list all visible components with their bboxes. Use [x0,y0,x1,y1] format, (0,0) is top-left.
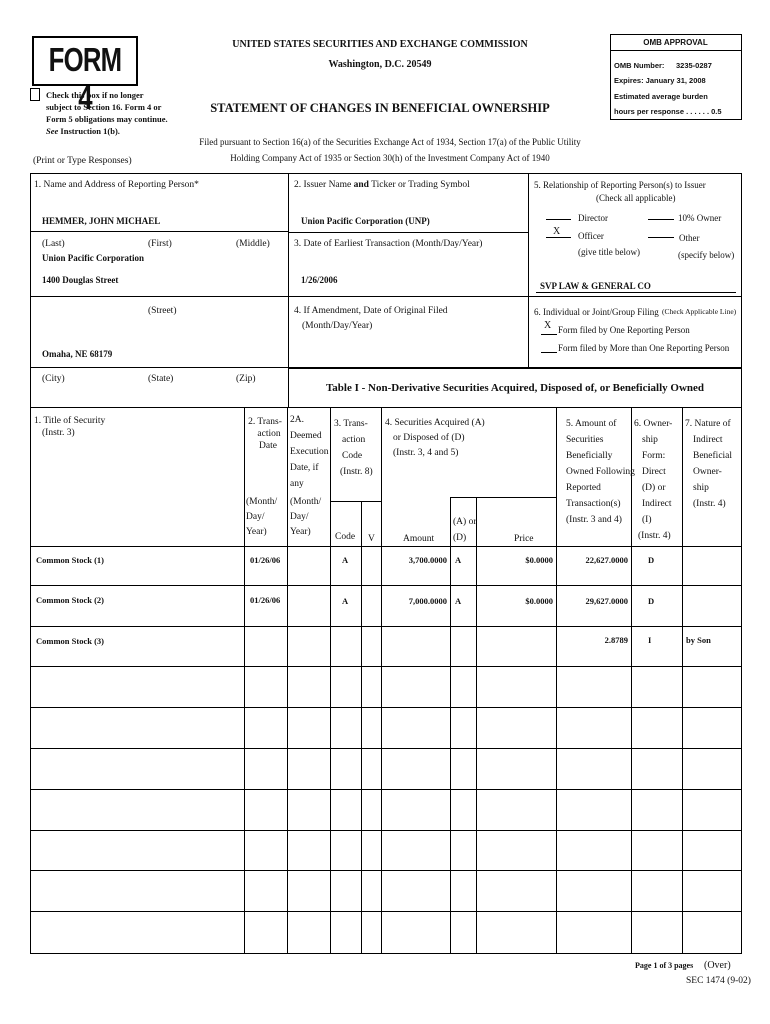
omb-burden-2: hours per response . . . . . . 0.5 [614,107,722,116]
col2a-format-line3: Year) [290,527,311,537]
officer-label: Officer [578,231,604,241]
col2a-format-line1: (Month/ [290,497,322,507]
omb-number-value: 3235-0287 [676,61,712,70]
more-person-label: Form filed by More than One Reporting Person [558,343,730,353]
omb-burden-1: Estimated average burden [614,92,708,101]
col7-line4: Owner- [693,467,722,477]
first-label: (First) [148,239,172,249]
reporting-person-name[interactable]: HEMMER, JOHN MICHAEL [42,216,161,226]
col6-line2: ship [642,435,658,445]
middle-label: (Middle) [236,239,270,249]
row1-date: 01/26/06 [250,555,281,565]
sec-form-number: SEC 1474 (9-02) [686,976,751,986]
col5-line2: Securities [566,435,604,445]
col5-line5: Reported [566,483,601,493]
no-longer-subject-checkbox[interactable] [30,88,40,101]
box2-label-post: Ticker or Trading Symbol [368,180,470,190]
row1-code: A [342,555,349,565]
box6-check-line: (Check Applicable Line) [662,307,737,316]
box2-label-pre: 2. Issuer Name [294,180,354,190]
col2a-line3: Execution [290,447,329,457]
col2a-line4: Date, if [290,463,319,473]
col2a-header [290,412,329,492]
earliest-transaction-date[interactable]: 1/26/2006 [301,275,338,285]
row3-title: Common Stock (3) [36,636,104,646]
see-instruction [46,125,168,137]
row1-amount: 3,700.0000 [408,555,447,565]
col1-header [34,415,105,439]
agency-location: Washington, D.C. 20549 [328,59,432,70]
col6-line5: (D) or [642,483,666,493]
row2-form: D [648,596,655,606]
col6-line4: Direct [642,467,666,477]
omb-title: OMB APPROVAL [643,38,708,47]
col3-line2: action [342,435,366,445]
col4-amount-label: Amount [403,534,435,544]
page-count: Page 1 of 3 pages [635,961,694,970]
col5-line7: (Instr. 3 and 4) [566,515,622,525]
col6-header [634,416,672,544]
city-state-zip[interactable]: Omaha, NE 68179 [42,349,113,359]
row2-date: 01/26/06 [250,595,281,605]
zip-label: (Zip) [236,374,256,384]
col2a-date-format [290,496,321,538]
see-word: See [46,126,59,136]
box5-label: 5. Relationship of Reporting Person(s) to Issuer [534,180,706,190]
col5-line4: Owned Following [566,467,635,477]
row1-title: Common Stock (1) [36,555,104,565]
col2-format-line1: (Month/ [246,497,278,507]
col3-v-label: V [368,534,375,544]
col6-line8: (Instr. 4) [638,531,671,541]
col2a-format-line2: Day/ [290,512,309,522]
col5-line6: Transaction(s) [566,499,621,509]
col4-aord-label [453,514,476,546]
box3-label: 3. Date of Earliest Transaction (Month/Day/Year) [294,239,483,249]
specify-label: (specify below) [678,250,735,260]
row2-aord: A [455,596,462,606]
col7-line3: Beneficial [693,451,733,461]
col5-line3: Beneficially [566,451,613,461]
form-title: FORM 4 [48,41,122,116]
col2-header-line3: Date [259,441,277,451]
col7-line1: 7. Nature of [685,419,731,429]
check-text-line1: Check this box if no longer [46,90,144,100]
see-instruction-rest: Instruction 1(b). [60,126,120,136]
street-address[interactable]: 1400 Douglas Street [42,275,119,285]
check-text-line2: subject to Section 16. Form 4 or [46,102,162,112]
col5-line1: 5. Amount of [566,419,617,429]
box5-sub: (Check all applicable) [596,193,676,203]
reporting-company[interactable]: Union Pacific Corporation [42,253,144,263]
officer-title[interactable]: SVP LAW & GENERAL CO [540,281,651,291]
row2-owned: 29,627.0000 [585,596,628,606]
col6-line3: Form: [642,451,666,461]
col2-format-line2: Day/ [246,512,265,522]
col5-header [560,416,635,528]
give-title-label: (give title below) [578,247,640,257]
omb-expires: Expires: January 31, 2008 [614,76,706,85]
filed-pursuant-line1: Filed pursuant to Section 16(a) of the Securities Exchange Act of 1934, Section 17(a) of the Public Utility [199,137,581,147]
box2-label [294,179,470,191]
statement-title: STATEMENT OF CHANGES IN BENEFICIAL OWNERSHIP [210,101,550,115]
row2-amount: 7,000.0000 [408,596,447,606]
row3-nature: by Son [686,635,711,645]
row1-form: D [648,555,655,565]
box4-label-2: (Month/Day/Year) [302,321,373,331]
col2a-line5: any [290,479,304,489]
col3-line3: Code [342,451,363,461]
street-label: (Street) [148,306,177,316]
col3-code-label: Code [335,532,356,542]
col4-line1: 4. Securities Acquired (A) [385,418,485,428]
row3-owned: 2.8789 [604,635,628,645]
col4-line2: or Disposed of (D) [393,433,465,443]
col7-header [685,416,732,512]
row2-price: $0.0000 [525,596,553,606]
col7-line8: (Instr. 4) [693,499,726,509]
col1-header-line1: 1. Title of Security [34,416,106,426]
col4-aord-line1: (A) or [453,517,477,527]
col3-line1: 3. Trans- [334,419,368,429]
row1-owned: 22,627.0000 [585,555,628,565]
filed-pursuant-line2: Holding Company Act of 1935 or Section 30(h) of the Investment Company Act of 1940 [230,153,550,163]
col6-line7: (I) [642,515,652,525]
box2-label-and: and [353,180,369,190]
col2-date-format [246,496,277,538]
col3-header [334,416,373,480]
box4-label-1: 4. If Amendment, Date of Original Filed [294,306,448,316]
row1-aord: A [455,555,462,565]
issuer-name[interactable]: Union Pacific Corporation (UNP) [301,216,430,226]
box1-label: 1. Name and Address of Reporting Person* [34,180,199,190]
col2a-line1: 2A. [290,415,304,425]
ten-pct-owner-label: 10% Owner [678,213,722,223]
check-box-text [46,89,168,137]
row2-code: A [342,596,349,606]
row2-title: Common Stock (2) [36,595,104,605]
col2-format-line3: Year) [246,527,267,537]
col6-line6: Indirect [642,499,672,509]
one-person-label: Form filed by One Reporting Person [558,325,690,335]
col7-line5: ship [693,483,709,493]
box6-label: 6. Individual or Joint/Group Filing [534,307,659,317]
city-label: (City) [42,374,65,384]
check-text-line3: Form 5 obligations may continue. [46,114,168,124]
last-label: (Last) [42,239,65,249]
col2a-line2: Deemed [290,431,322,441]
col4-header [385,416,485,461]
director-label: Director [578,213,608,223]
col3-line4: (Instr. 8) [340,467,373,477]
col4-line3: (Instr. 3, 4 and 5) [393,448,459,458]
over-label: (Over) [704,960,731,971]
omb-number-label: OMB Number: [614,61,665,70]
row1-price: $0.0000 [525,555,553,565]
col4-price-label: Price [514,534,534,544]
col2-header [244,416,286,452]
col4-aord-line2: (D) [453,533,467,543]
state-label: (State) [148,374,174,384]
one-person-check-mark[interactable]: X [544,320,552,331]
col6-line1: 6. Owner- [634,419,673,429]
print-or-type: (Print or Type Responses) [33,156,132,166]
table-title: Table I - Non-Derivative Securities Acquired, Disposed of, or Beneficially Owned [325,382,705,394]
row3-form: I [648,635,652,645]
col2-header-line2: action [257,429,281,439]
col1-header-line2: (Instr. 3) [42,428,75,438]
other-label: Other [679,233,700,243]
officer-check-mark[interactable]: X [553,226,561,237]
agency-title: UNITED STATES SECURITIES AND EXCHANGE COMMISSION [232,39,528,50]
col2-header-line1: 2. Trans- [248,417,282,427]
col7-line2: Indirect [693,435,723,445]
